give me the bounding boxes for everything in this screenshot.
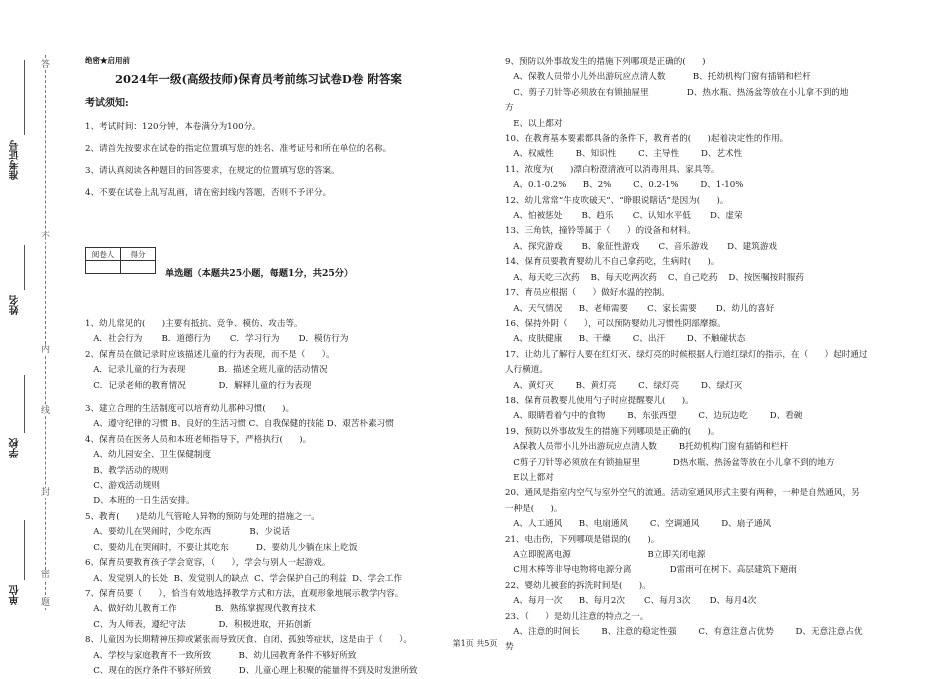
question-line: 17、让幼儿了解行人要在红灯灭、绿灯亮的时候根据人行道红绿灯的指示，在（ ）起时通过: [505, 349, 868, 360]
question-line: C、现在的医疗条件不够好所致 D、儿童心理上积聚的能量得不到及时发泄所致: [85, 665, 418, 676]
question-line: 4、保育员在医务人员和本班老师指导下，严格执行( )。: [85, 434, 312, 445]
question-line: A、探究游戏 B、象征性游戏 C、音乐游戏 D、建筑游戏: [505, 241, 778, 252]
question-line: A、发觉别人的长处 B、发觉别人的缺点 C、学会保护自己的利益 D、学会工作: [85, 573, 402, 584]
school-label: 学校: [10, 438, 21, 458]
question-line: 一种是( )。: [505, 503, 563, 514]
question-line: 7、保育员要（ ），恰当有效地选择教学方式和方法，直观形象地展示教学内容。: [85, 588, 404, 599]
left-questions: [85, 317, 485, 679]
question-line: 21、电击伤，下列哪项是错误的( )。: [505, 534, 660, 545]
question-line: A、人工通风 B、电扇通风 C、空调通风 D、扇子通风: [505, 519, 772, 530]
question-line: C、为人师表，遵纪守法 D．积极进取，开拓创新: [85, 619, 312, 630]
seal-mark: 密: [40, 570, 50, 580]
notice-heading: 考试须知:: [85, 98, 129, 109]
question-line: A、做好幼儿教育工作 B．熟练掌握现代教育技术: [85, 604, 316, 615]
question-line: 2、保育员在做记录时应该描述儿童的行为表现，而不是（ ）。: [85, 349, 335, 360]
question-line: 5、教育( )是幼儿气管呛人异物的预防与处理的措施之一。: [85, 511, 320, 522]
score-label: 得分: [121, 248, 156, 261]
exam-number-fill-line: [24, 60, 25, 135]
question-line: 17、育员应根据（ ）做好水温的控制。: [505, 288, 670, 299]
seal-mark: 内: [40, 345, 50, 355]
question-line: 方: [505, 103, 514, 114]
question-line: A立即脱离电源 B立即关闭电源: [505, 550, 706, 560]
question-line: A．记录儿童的行为表现 B．描述全班儿童的活动情况: [85, 365, 328, 376]
question-line: E、以上都对: [505, 118, 563, 129]
notice-item: 3、请认真阅读各种题目的回答要求，在规定的位置填写您的答案。: [85, 166, 340, 176]
question-line: 10、在教育基本要素都具备的条件下，教育者的( )起着决定性的作用。: [505, 134, 789, 145]
question-line: A、眼睛看着勺中的食物 B、东张西望 C、边玩边吃 D、看碗: [505, 411, 803, 422]
question-line: 势: [505, 642, 514, 653]
right-column: [505, 55, 945, 656]
question-line: A、权威性 B、知识性 C、主导性 D、艺术性: [505, 149, 743, 160]
question-line: 18、保育员教婴儿使用勺子时应提醒婴儿( )。: [505, 395, 694, 406]
question-line: 人行横道。: [505, 365, 548, 376]
question-line: [85, 394, 485, 402]
seal-mark: 题: [40, 598, 50, 608]
question-line: 6、保育员要教育孩子学会宽容，（ ），学会与别人一起游戏。: [85, 558, 331, 569]
name-label: 姓名: [10, 295, 21, 315]
question-line: C剪子刀针等必须放在有锁抽屉里 D热水瓶、热汤盆等放在小儿拿不到的地方: [505, 457, 835, 468]
name-fill-line: [24, 245, 25, 290]
score-cell[interactable]: [121, 261, 156, 274]
question-line: A、幼儿园安全、卫生保健制度: [85, 450, 212, 461]
school-fill-line: [24, 375, 25, 433]
right-questions: [505, 55, 945, 656]
seal-mark: 线: [40, 406, 50, 416]
question-line: B、教学活动的规则: [85, 465, 169, 476]
question-line: C、要幼儿在哭闹时，不要让其吃东 D、要幼儿少躺在床上吃饭: [85, 542, 358, 553]
score-box: [85, 247, 156, 274]
question-line: C用木棒等非导电物将电源分离 D雷雨可在树下、高层建筑下避雨: [505, 565, 797, 576]
unit-fill-line: [24, 520, 25, 580]
unit-label: 单位: [10, 585, 21, 605]
question-line: 13、三角铁，撞铃等属于（ ）的设备和材料。: [505, 226, 696, 237]
question-line: 23、（ ）是幼儿注意的特点之一。: [505, 611, 649, 622]
notice-item: 2、请首先按要求在试卷的指定位置填写您的姓名、准考证号和所在单位的名称。: [85, 144, 392, 154]
grader-cell[interactable]: [86, 261, 121, 274]
question-line: 1、幼儿常见的( )主要有抵抗、竞争、模仿、攻击等。: [85, 319, 303, 329]
page-title: 2024年一级(高级技师)保育员考前练习试卷D卷 附答案: [115, 72, 402, 86]
question-line: A．社会行为 B．道德行为 C．学习行为 D．模仿行为: [85, 334, 349, 345]
question-line: 3、建立合理的生活制度可以培育幼儿那种习惯( )。: [85, 404, 295, 415]
binding-margin: [0, 0, 75, 671]
question-line: 9、预防以外事故发生的措施下列哪项是正确的( ): [505, 57, 706, 67]
notice-item: 4、不要在试卷上乱写乱画，请在密封线内答题，否则不予评分。: [85, 188, 332, 198]
question-line: A、注意的时间长 B、注意的稳定性强 C、有意注意占优势 D、无意注意占优: [505, 627, 863, 638]
grader-label: 阅卷人: [86, 248, 121, 261]
question-line: C．记录老师的教育情况 D．解释儿童的行为表现: [85, 380, 312, 391]
notice-item: 1、考试时间：120分钟，本卷满分为100分。: [85, 122, 261, 132]
seal-dashed-line: [45, 55, 46, 610]
question-line: 12、幼儿常常“牛皮吹破天”、“睁眼说瞎话”是因为( )。: [505, 195, 729, 206]
question-line: A、0.1-0.2% B、2% C、0.2-1% D、1-10%: [505, 180, 744, 191]
question-line: C、剪子刀针等必须放在有锁抽屉里 D、热水瓶、热汤盆等放在小儿拿不到的地: [505, 87, 849, 98]
question-line: A、每天吃三次药 B、每天吃两次药 C、自己吃药 D、按医嘱按时服药: [505, 272, 804, 283]
seal-mark: 答: [40, 60, 50, 70]
question-line: A、黄灯灭 B、黄灯亮 C、绿灯亮 D、绿灯灭: [505, 380, 743, 391]
question-line: A、皮肤健康 B、干燥 C、出汗 D、不触碰状态: [505, 334, 746, 345]
question-line: A保教人员带小儿外出游玩应点清人数 B托幼机构门窗有插销和栏杆: [505, 442, 789, 453]
question-line: 14、保育员要教育婴幼儿不自己拿药吃，生病时( )。: [505, 257, 720, 268]
question-line: 11、浓度为( )漂白粉澄清液可以消毒用具、家具等。: [505, 164, 720, 175]
confidential-mark: 绝密★启用前: [85, 56, 130, 65]
question-line: 22、婴幼儿被套的拆洗时间是( )。: [505, 580, 651, 591]
question-line: 8、儿童因为长期精神压抑或紧张而导致厌食、自闭、孤独等症状，这是由于（ ）。: [85, 635, 412, 646]
question-line: A、学校与家庭教育不一致所致 B、幼儿园教育条件不够好所致: [85, 650, 357, 661]
seal-mark: 不: [40, 232, 50, 242]
section-heading: 单选题（本题共25小题，每题1分，共25分）: [165, 268, 354, 279]
question-line: 19、预防以外事故发生的措施下列哪项是正确的( )。: [505, 426, 720, 437]
question-line: E以上都对: [505, 472, 554, 483]
question-line: A、保教人员带小儿外出游玩应点清人数 B、托幼机构门窗有插销和栏杆: [505, 72, 811, 83]
question-line: 20、通风是指室内空气与室外空气的流通。活动室通风形式主要有两种，一种是自然通风，另: [505, 488, 860, 499]
page-footer: 第1页 共5页: [452, 639, 498, 648]
question-line: A、每月一次 B、每月2次 C、每月3次 D、每月4次: [505, 596, 757, 607]
question-line: A、怕被惩处 B、趋乐 C、认知水平低 D、虚荣: [505, 211, 743, 222]
seal-mark: 封: [40, 488, 50, 498]
question-line: 16、保持外阴（ ），可以预防婴幼儿习惯性阴部摩擦。: [505, 318, 726, 329]
question-line: A、天气情况 B、老师需要 C、家长需要 D、幼儿的喜好: [505, 303, 775, 314]
question-line: C、游戏活动规则: [85, 481, 160, 492]
question-line: D、本班的一日生活安排。: [85, 496, 195, 507]
exam-number-label: 准考证号: [10, 140, 21, 180]
question-line: A、遵守纪律的习惯 B、良好的生活习惯 C、自我保健的技能 D、艰苦朴素习惯: [85, 419, 394, 430]
question-line: A、要幼儿在哭闹时，少吃东西 B、少说话: [85, 527, 291, 538]
